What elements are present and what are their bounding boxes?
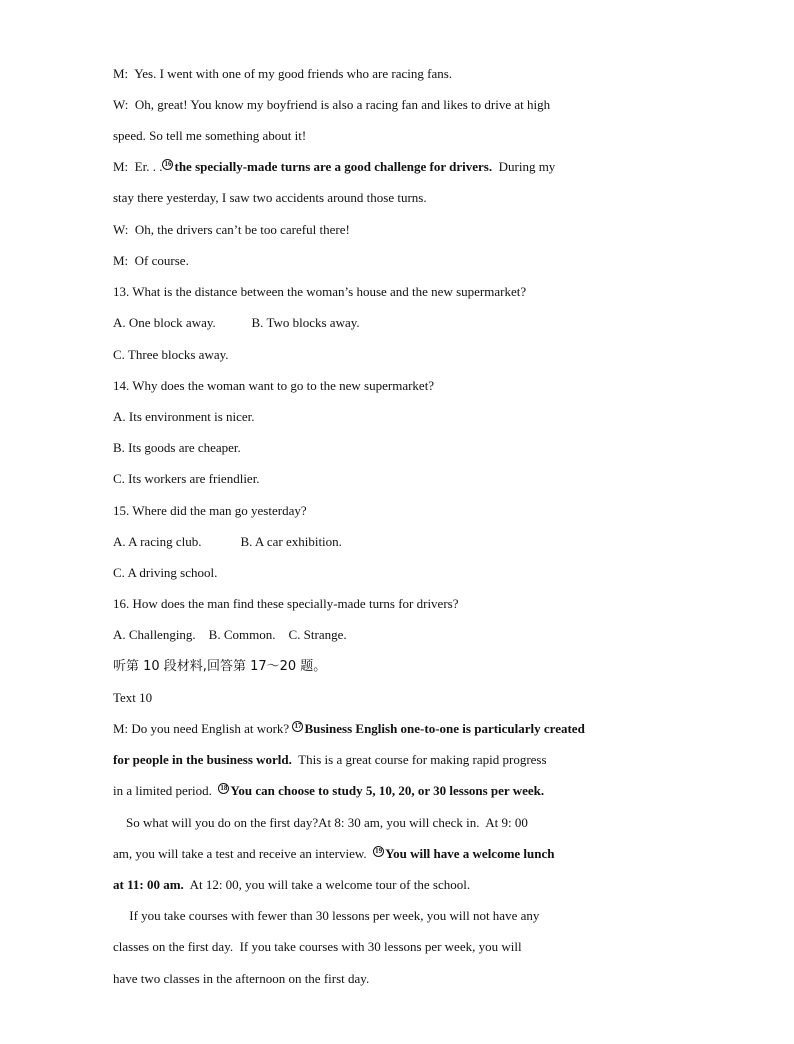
passage-line: [113, 846, 555, 862]
question-13-options: A. One block away. B. Two blocks away.: [113, 315, 360, 330]
dialogue-line: [113, 159, 555, 175]
passage-line: [113, 752, 547, 768]
passage-line: have two classes in the afternoon on the first day.: [113, 971, 370, 986]
dialogue-text: During my: [492, 159, 556, 174]
dialogue-line: M: Yes. I went with one of my good friends who are racing fans.: [113, 66, 453, 81]
question-13: 13. What is the distance between the woman’s house and the new supermarket?: [113, 284, 527, 299]
passage-text: in a limited period.: [113, 783, 219, 798]
section-instruction: 听第 10 段材料,回答第 17～20 题。: [113, 659, 327, 674]
dialogue-line: speed. So tell me something about it!: [113, 128, 307, 143]
key-sentence: Business English one-to-one is particularly created: [304, 721, 585, 736]
passage-line: classes on the first day. If you take courses with 30 lessons per week, you will: [113, 939, 522, 954]
key-sentence: You can choose to study 5, 10, 20, or 30 lessons per week.: [230, 783, 545, 798]
passage-text: am, you will take a test and receive an interview.: [113, 846, 374, 861]
key-sentence: You will have a welcome lunch: [385, 846, 555, 861]
question-14-option-a: A. Its environment is nicer.: [113, 409, 255, 424]
passage-line: [113, 721, 585, 737]
question-16-options: A. Challenging. B. Common. C. Strange.: [113, 627, 347, 642]
passage-line: [113, 783, 544, 799]
passage-line: So what will you do on the first day?At 8: 30 am, you will check in. At 9: 00: [113, 815, 528, 830]
question-16: 16. How does the man find these specially-made turns for drivers?: [113, 596, 459, 611]
dialogue-line: W: Oh, the drivers can’t be too careful there!: [113, 222, 350, 237]
question-13-option-c: C. Three blocks away.: [113, 347, 229, 362]
question-15-option-c: C. A driving school.: [113, 565, 218, 580]
passage-line: If you take courses with fewer than 30 lessons per week, you will not have any: [113, 908, 540, 923]
dialogue-line: stay there yesterday, I saw two accidents around those turns.: [113, 190, 427, 205]
text-10-heading: Text 10: [113, 690, 153, 705]
key-sentence: the specially-made turns are a good challenge for drivers.: [174, 159, 493, 174]
passage-line: [113, 877, 470, 893]
answer-marker: 16: [164, 160, 172, 168]
passage-text: At 12: 00, you will take a welcome tour of the school.: [183, 877, 471, 892]
answer-marker: 18: [220, 784, 228, 792]
answer-marker: 19: [375, 847, 383, 855]
speaker-text: M: Er. . .: [113, 159, 163, 174]
question-15-options: A. A racing club. B. A car exhibition.: [113, 534, 342, 549]
key-sentence: at 11: 00 am.: [113, 877, 184, 892]
dialogue-line: W: Oh, great! You know my boyfriend is also a racing fan and likes to drive at high: [113, 97, 551, 112]
question-15: 15. Where did the man go yesterday?: [113, 503, 307, 518]
dialogue-line: M: Of course.: [113, 253, 189, 268]
question-14: 14. Why does the woman want to go to the new supermarket?: [113, 378, 435, 393]
passage-text: This is a great course for making rapid progress: [291, 752, 547, 767]
answer-marker: 17: [294, 722, 302, 730]
question-14-option-b: B. Its goods are cheaper.: [113, 440, 241, 455]
passage-text: M: Do you need English at work?: [113, 721, 293, 736]
question-14-option-c: C. Its workers are friendlier.: [113, 471, 260, 486]
key-sentence: for people in the business world.: [113, 752, 292, 767]
